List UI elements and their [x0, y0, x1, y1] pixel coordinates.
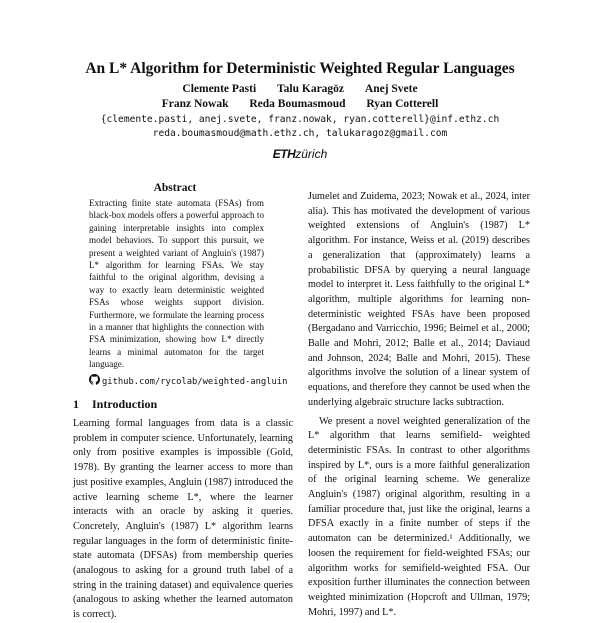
section-title: Introduction [92, 397, 158, 411]
repo-url[interactable]: github.com/rycolab/weighted-angluin [102, 377, 288, 387]
abstract-text: Extracting finite state automata (FSAs) from black-box models offers a powerful approach to gaining interpretable insights into complex model behaviors. To support this pursuit, we present a weighted variant of Angluin's (1987) L* algorithm for learning FSAs. We stay faithful to the original algorithm, devising a way to exactly learn deterministic weighted FSAs whose weights support division. Furthermore, we formulate the learning process in a manner that highlights the connection with FSA minimization, showing how L* directly learns a minimal automaton for the target language. [89, 198, 264, 370]
paper-title: An L* Algorithm for Deterministic Weighted Regular Languages [85, 60, 515, 77]
author-emails: reda.boumasmoud@math.ethz.ch, talukaragoz@gmail.com [152, 128, 448, 139]
left-column-body [73, 417, 293, 623]
eth-logo [0, 147, 600, 161]
author-name: Talu Karagöz [277, 83, 345, 95]
section-heading [73, 397, 157, 412]
intro-paragraph: Learning formal languages from data is a classic problem in computer science. Unfortunately, learning only from positive examples is impossible (Gold, 1978). By granting the learner access to more than just positive examples, Angluin (1987) introduced the active learning scheme L*, where the learner interacts with an oracle by asking it queries. Concretely, Angluin's (1987) L* algorithm learns regular languages in the form of deterministic finite-state automata (DFSAs) from membership queries (analogous to asking for a ground truth label of a string in the training dataset) and equivalence queries (analogous to asking whether the learned automaton is correct). [73, 418, 293, 621]
repo-link[interactable] [89, 374, 289, 387]
body-paragraph: We present a novel weighted generalization of the L* algorithm that learns semifield- weighted deterministic FSAs. In contrast to other algorithms inspired by L*, ours is a more faithful generalization of the original learning scheme. We generalize Angluin's (1987) original algorithm, resulting in a familiar procedure that, just like the original, learns a DFSA exactly in a finite number of steps if the automaton can be determinized.¹ Additionally, we loosen the requirement for field-weighted FSAs; our algorithm works for semifield-weighted FSA. Our exposition further illuminates the connection between weighted minimization (Hopcroft and Ullman, 1979; Mohri, 1997) and L*. [308, 415, 530, 618]
author-name: Franz Nowak [161, 98, 229, 110]
github-icon [89, 374, 100, 385]
abstract-heading: Abstract [153, 182, 197, 194]
authors-row-2 [0, 98, 600, 110]
author-name: Ryan Cotterell [366, 98, 439, 110]
right-column-body [308, 190, 530, 620]
eth-logo-brand: ETH [272, 147, 296, 161]
author-name: Reda Boumasmoud [249, 98, 346, 110]
author-name: Clemente Pasti [182, 83, 257, 95]
author-emails: {clemente.pasti, anej.svete, franz.nowak, ryan.cotterell}@inf.ethz.ch [100, 114, 500, 125]
authors-row-1 [0, 83, 600, 95]
eth-logo-suffix: zürich [295, 147, 328, 161]
section-number: 1 [73, 397, 79, 411]
body-paragraph: Jumelet and Zuidema, 2023; Nowak et al., 2024, inter alia). This has motivated the development of various weighted extensions of Angluin's (1987) L* algorithm. For instance, Weiss et al. (2019) describes a generalization that (approximately) learns a probabilistic DFSA by querying a neural language model to interpret it. Less faithfully to the original L* algorithm, multiple algorithms for learning non-deterministic weighted FSAs have been proposed (Bergadano and Varricchio, 1996; Beimel et al., 2000; Balle and Mohri, 2012; Balle et al., 2014; Daviaud and Johnson, 2024; Balle and Mohri, 2015). These algorithms involve the solution of a linear system of equations, and therefore they cannot be used when the underlying algebraic structure lacks subtraction. [308, 191, 530, 408]
author-name: Anej Svete [364, 83, 418, 95]
